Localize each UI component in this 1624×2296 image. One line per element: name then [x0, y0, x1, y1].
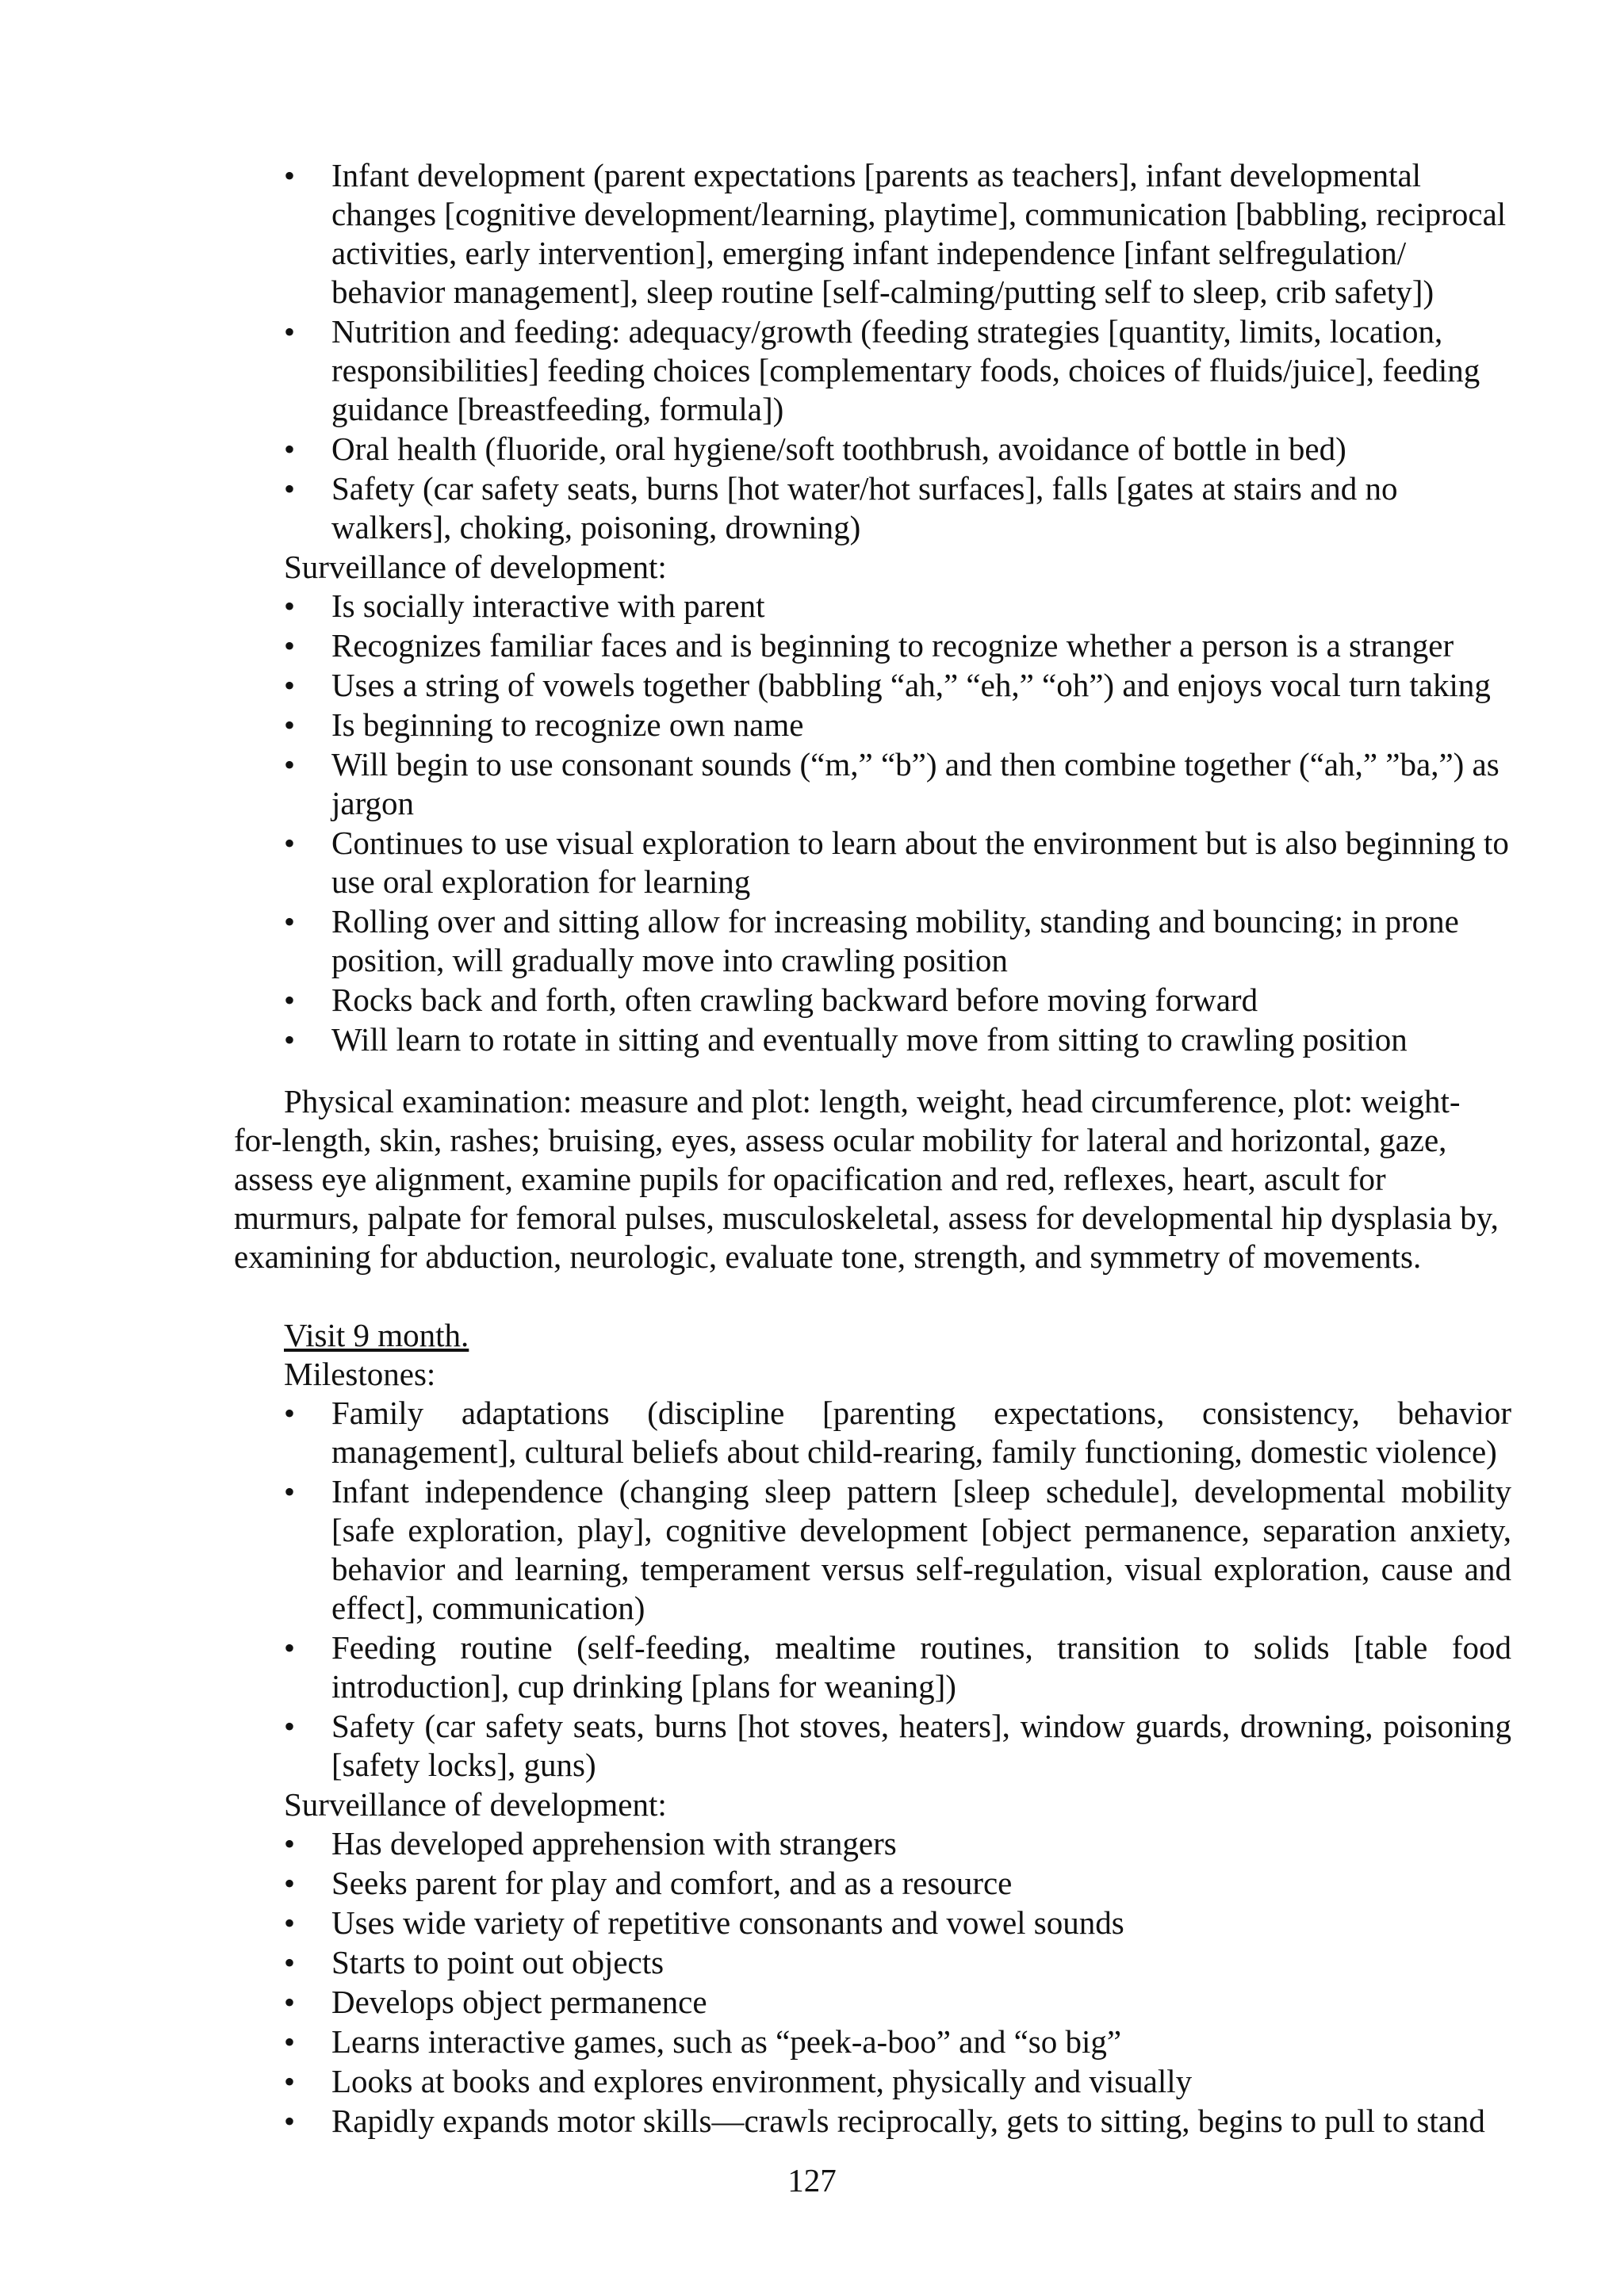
- milestones-heading: Milestones:: [284, 1356, 436, 1392]
- list-item: • Oral health (fluoride, oral hygiene/soft toothbrush, avoidance of bottle in bed): [284, 430, 1511, 469]
- list-item: • Has developed apprehension with strangers: [284, 1824, 1511, 1863]
- list-item: • Feeding routine (self-feeding, mealtime routines, transition to solids [table food introduction], cup drinking [plans for weaning]): [284, 1628, 1511, 1706]
- list-item: • Develops object permanence: [284, 1983, 1511, 2022]
- list-item: • Nutrition and feeding: adequacy/growth (feeding strategies [quantity, limits, location, responsibilities] feeding choices [complementary foods, choices of fluids/juice], feeding guidance [breastfeeding, formula]): [284, 312, 1511, 429]
- list-item: • Looks at books and explores environment, physically and visually: [284, 2062, 1511, 2101]
- list-item: • Will learn to rotate in sitting and eventually move from sitting to crawling position: [284, 1020, 1511, 1059]
- list-item: • Infant development (parent expectations [parents as teachers], infant developmental changes [cognitive development/learning, playtime], communication [babbling, reciprocal activities, early intervention], emerging infant independence [infant selfregulation/ behavior management], sleep routine [self-calming/putting self to sleep, crib safety]): [284, 156, 1511, 312]
- surveillance-heading: Surveillance of development:: [284, 1786, 667, 1823]
- list-item: • Starts to point out objects: [284, 1943, 1511, 1982]
- surveillance-list: [284, 1824, 1511, 2141]
- list-item: • Rolling over and sitting allow for increasing mobility, standing and bouncing; in prone position, will gradually move into crawling position: [284, 902, 1511, 980]
- page-number: 127: [787, 2162, 837, 2198]
- list-item: • Infant independence (changing sleep pattern [sleep schedule], developmental mobility [safe exploration, play], cognitive development [object permanence, separation anxiety, behavior and learning, temperament versus self-regulation, visual exploration, cause and effect], communication): [284, 1472, 1511, 1628]
- list-item: • Family adaptations (discipline [parenting expectations, consistency, behavior management], cultural beliefs about child-rearing, family functioning, domestic violence): [284, 1394, 1511, 1471]
- surveillance-heading: Surveillance of development:: [284, 549, 667, 585]
- paragraph-line: for-length, skin, rashes; bruising, eyes, assess ocular mobility for lateral and horizontal, gaze,: [234, 1122, 1447, 1158]
- paragraph-line: examining for abduction, neurologic, evaluate tone, strength, and symmetry of movements.: [234, 1238, 1422, 1275]
- paragraph-line: murmurs, palpate for femoral pulses, musculoskeletal, assess for developmental hip dysplasia by,: [234, 1200, 1499, 1236]
- physical-examination-paragraph: [234, 1082, 1513, 1276]
- section-9-month-content: [284, 1316, 1511, 2141]
- list-item: • Is beginning to recognize own name: [284, 706, 1511, 744]
- list-item: • Uses wide variety of repetitive consonants and vowel sounds: [284, 1904, 1511, 1942]
- surveillance-list: [284, 587, 1511, 1059]
- milestones-list: [284, 1394, 1511, 1785]
- visit-title: Visit 9 month.: [284, 1317, 469, 1353]
- list-item: • Seeks parent for play and comfort, and as a resource: [284, 1864, 1511, 1903]
- list-item: • Continues to use visual exploration to learn about the environment but is also beginning to use oral exploration for learning: [284, 824, 1511, 901]
- list-item: • Safety (car safety seats, burns [hot stoves, heaters], window guards, drowning, poisoning [safety locks], guns): [284, 1707, 1511, 1785]
- paragraph-line: assess eye alignment, examine pupils for opacification and red, reflexes, heart, ascult for: [234, 1161, 1386, 1197]
- section-6-month-content: [284, 156, 1511, 1060]
- paragraph-line: Physical examination: measure and plot: length, weight, head circumference, plot: weight-: [284, 1083, 1461, 1119]
- list-item: • Recognizes familiar faces and is beginning to recognize whether a person is a stranger: [284, 626, 1511, 665]
- list-item: • Will begin to use consonant sounds (“m,” “b”) and then combine together (“ah,” ”ba,”) as jargon: [284, 745, 1511, 823]
- guidance-list: [284, 156, 1511, 547]
- list-item: • Rocks back and forth, often crawling backward before moving forward: [284, 981, 1511, 1020]
- list-item: • Uses a string of vowels together (babbling “ah,” “eh,” “oh”) and enjoys vocal turn taking: [284, 666, 1511, 705]
- list-item: • Is socially interactive with parent: [284, 587, 1511, 626]
- list-item: • Safety (car safety seats, burns [hot water/hot surfaces], falls [gates at stairs and no walkers], choking, poisoning, drowning): [284, 469, 1511, 547]
- list-item: • Learns interactive games, such as “peek-a-boo” and “so big”: [284, 2022, 1511, 2061]
- list-item: • Rapidly expands motor skills—crawls reciprocally, gets to sitting, begins to pull to stand: [284, 2102, 1511, 2141]
